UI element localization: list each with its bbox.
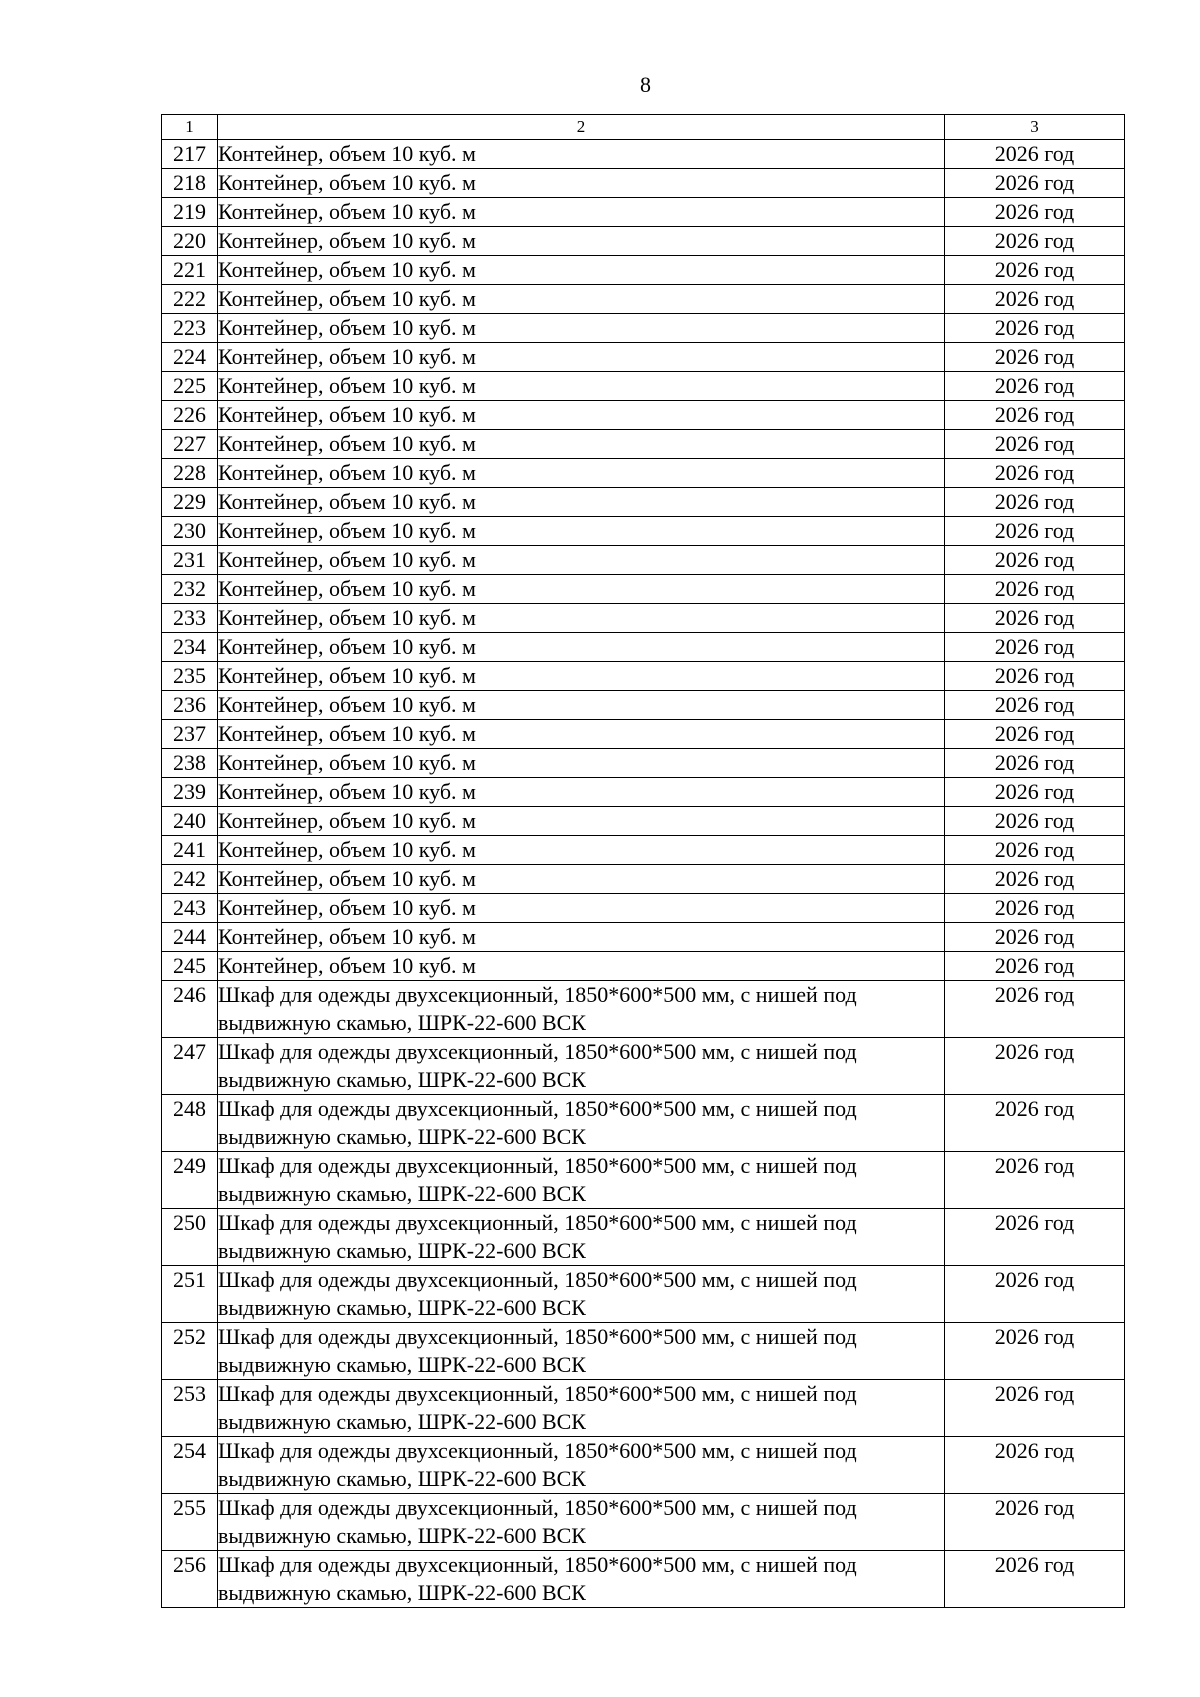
item-name-cell: Контейнер, объем 10 куб. м: [218, 140, 945, 169]
table-row: [162, 575, 1125, 604]
year-cell: 2026 год: [945, 430, 1125, 459]
row-number-cell: 256: [162, 1551, 218, 1608]
year-cell: 2026 год: [945, 952, 1125, 981]
year-cell: 2026 год: [945, 1209, 1125, 1266]
table-row: [162, 807, 1125, 836]
item-name-cell: Шкаф для одежды двухсекционный, 1850*600*500 мм, с нишей под выдвижную скамью, ШРК-22-600 ВСК: [218, 1323, 945, 1380]
row-number-cell: 218: [162, 169, 218, 198]
year-cell: 2026 год: [945, 227, 1125, 256]
table-row: [162, 952, 1125, 981]
year-cell: 2026 год: [945, 1494, 1125, 1551]
row-number-cell: 239: [162, 778, 218, 807]
year-cell: 2026 год: [945, 604, 1125, 633]
table-row: [162, 1266, 1125, 1323]
year-cell: 2026 год: [945, 981, 1125, 1038]
year-cell: 2026 год: [945, 720, 1125, 749]
row-number-cell: 224: [162, 343, 218, 372]
row-number-cell: 242: [162, 865, 218, 894]
table-row: [162, 546, 1125, 575]
table-row: [162, 343, 1125, 372]
table-header: [162, 115, 1125, 140]
table-row: [162, 1494, 1125, 1551]
item-name-cell: Шкаф для одежды двухсекционный, 1850*600*500 мм, с нишей под выдвижную скамью, ШРК-22-600 ВСК: [218, 1380, 945, 1437]
table-row: [162, 1209, 1125, 1266]
table-row: [162, 198, 1125, 227]
table-row: [162, 604, 1125, 633]
item-name-cell: Контейнер, объем 10 куб. м: [218, 459, 945, 488]
year-cell: 2026 год: [945, 633, 1125, 662]
item-name-cell: Контейнер, объем 10 куб. м: [218, 285, 945, 314]
row-number-cell: 244: [162, 923, 218, 952]
year-cell: 2026 год: [945, 807, 1125, 836]
table-row: [162, 401, 1125, 430]
page-number: 8: [640, 72, 651, 97]
item-name-cell: Контейнер, объем 10 куб. м: [218, 923, 945, 952]
table-row: [162, 1095, 1125, 1152]
item-name-cell: Контейнер, объем 10 куб. м: [218, 546, 945, 575]
item-name-cell: Шкаф для одежды двухсекционный, 1850*600*500 мм, с нишей под выдвижную скамью, ШРК-22-600 ВСК: [218, 1152, 945, 1209]
year-cell: 2026 год: [945, 1152, 1125, 1209]
row-number-cell: 255: [162, 1494, 218, 1551]
item-name-cell: Шкаф для одежды двухсекционный, 1850*600*500 мм, с нишей под выдвижную скамью, ШРК-22-600 ВСК: [218, 1494, 945, 1551]
year-cell: 2026 год: [945, 140, 1125, 169]
year-cell: 2026 год: [945, 923, 1125, 952]
item-name-cell: Контейнер, объем 10 куб. м: [218, 169, 945, 198]
year-cell: 2026 год: [945, 575, 1125, 604]
row-number-cell: 247: [162, 1038, 218, 1095]
year-cell: 2026 год: [945, 749, 1125, 778]
item-name-cell: Контейнер, объем 10 куб. м: [218, 720, 945, 749]
row-number-cell: 236: [162, 691, 218, 720]
item-name-cell: Контейнер, объем 10 куб. м: [218, 604, 945, 633]
table-row: [162, 227, 1125, 256]
item-name-cell: Контейнер, объем 10 куб. м: [218, 227, 945, 256]
year-cell: 2026 год: [945, 865, 1125, 894]
table-row: [162, 372, 1125, 401]
item-name-cell: Контейнер, объем 10 куб. м: [218, 198, 945, 227]
item-name-cell: Контейнер, объем 10 куб. м: [218, 749, 945, 778]
table-row: [162, 314, 1125, 343]
item-name-cell: Шкаф для одежды двухсекционный, 1850*600*500 мм, с нишей под выдвижную скамью, ШРК-22-600 ВСК: [218, 1038, 945, 1095]
row-number-cell: 249: [162, 1152, 218, 1209]
item-name-cell: Шкаф для одежды двухсекционный, 1850*600*500 мм, с нишей под выдвижную скамью, ШРК-22-600 ВСК: [218, 981, 945, 1038]
table-row: [162, 981, 1125, 1038]
table-row: [162, 662, 1125, 691]
year-cell: 2026 год: [945, 1380, 1125, 1437]
year-cell: 2026 год: [945, 1323, 1125, 1380]
table-row: [162, 1551, 1125, 1608]
year-cell: 2026 год: [945, 256, 1125, 285]
year-cell: 2026 год: [945, 314, 1125, 343]
table-row: [162, 517, 1125, 546]
item-name-cell: Контейнер, объем 10 куб. м: [218, 488, 945, 517]
row-number-cell: 217: [162, 140, 218, 169]
item-name-cell: Контейнер, объем 10 куб. м: [218, 633, 945, 662]
table-row: [162, 691, 1125, 720]
table-row: [162, 720, 1125, 749]
year-cell: 2026 год: [945, 343, 1125, 372]
year-cell: 2026 год: [945, 894, 1125, 923]
column-header-year: 3: [945, 115, 1125, 140]
row-number-cell: 228: [162, 459, 218, 488]
item-name-cell: Контейнер, объем 10 куб. м: [218, 836, 945, 865]
data-table: [161, 114, 1125, 1608]
item-name-cell: Контейнер, объем 10 куб. м: [218, 372, 945, 401]
item-name-cell: Контейнер, объем 10 куб. м: [218, 865, 945, 894]
row-number-cell: 220: [162, 227, 218, 256]
item-name-cell: Контейнер, объем 10 куб. м: [218, 517, 945, 546]
year-cell: 2026 год: [945, 401, 1125, 430]
year-cell: 2026 год: [945, 662, 1125, 691]
item-name-cell: Контейнер, объем 10 куб. м: [218, 894, 945, 923]
header-row: [162, 115, 1125, 140]
row-number-cell: 225: [162, 372, 218, 401]
year-cell: 2026 год: [945, 778, 1125, 807]
year-cell: 2026 год: [945, 372, 1125, 401]
year-cell: 2026 год: [945, 1437, 1125, 1494]
row-number-cell: 246: [162, 981, 218, 1038]
row-number-cell: 233: [162, 604, 218, 633]
year-cell: 2026 год: [945, 1095, 1125, 1152]
table-row: [162, 836, 1125, 865]
item-name-cell: Контейнер, объем 10 куб. м: [218, 807, 945, 836]
table-row: [162, 749, 1125, 778]
item-name-cell: Контейнер, объем 10 куб. м: [218, 343, 945, 372]
row-number-cell: 248: [162, 1095, 218, 1152]
row-number-cell: 231: [162, 546, 218, 575]
table-row: [162, 778, 1125, 807]
table-row: [162, 140, 1125, 169]
table-row: [162, 865, 1125, 894]
row-number-cell: 240: [162, 807, 218, 836]
item-name-cell: Контейнер, объем 10 куб. м: [218, 952, 945, 981]
year-cell: 2026 год: [945, 1266, 1125, 1323]
table-row: [162, 459, 1125, 488]
table-row: [162, 430, 1125, 459]
table-row: [162, 1323, 1125, 1380]
row-number-cell: 241: [162, 836, 218, 865]
row-number-cell: 222: [162, 285, 218, 314]
item-name-cell: Контейнер, объем 10 куб. м: [218, 778, 945, 807]
table-row: [162, 285, 1125, 314]
item-name-cell: Контейнер, объем 10 куб. м: [218, 691, 945, 720]
row-number-cell: 232: [162, 575, 218, 604]
table-row: [162, 923, 1125, 952]
table-row: [162, 256, 1125, 285]
year-cell: 2026 год: [945, 459, 1125, 488]
row-number-cell: 250: [162, 1209, 218, 1266]
column-header-number: 1: [162, 115, 218, 140]
item-name-cell: Контейнер, объем 10 куб. м: [218, 314, 945, 343]
item-name-cell: Шкаф для одежды двухсекционный, 1850*600*500 мм, с нишей под выдвижную скамью, ШРК-22-600 ВСК: [218, 1209, 945, 1266]
row-number-cell: 254: [162, 1437, 218, 1494]
item-name-cell: Контейнер, объем 10 куб. м: [218, 401, 945, 430]
year-cell: 2026 год: [945, 546, 1125, 575]
table-row: [162, 1437, 1125, 1494]
row-number-cell: 226: [162, 401, 218, 430]
row-number-cell: 243: [162, 894, 218, 923]
year-cell: 2026 год: [945, 198, 1125, 227]
row-number-cell: 219: [162, 198, 218, 227]
year-cell: 2026 год: [945, 169, 1125, 198]
row-number-cell: 230: [162, 517, 218, 546]
year-cell: 2026 год: [945, 488, 1125, 517]
table-row: [162, 1038, 1125, 1095]
year-cell: 2026 год: [945, 517, 1125, 546]
table-body: [162, 140, 1125, 1608]
row-number-cell: 223: [162, 314, 218, 343]
row-number-cell: 227: [162, 430, 218, 459]
row-number-cell: 234: [162, 633, 218, 662]
column-header-name: 2: [218, 115, 945, 140]
item-name-cell: Шкаф для одежды двухсекционный, 1850*600*500 мм, с нишей под выдвижную скамью, ШРК-22-600 ВСК: [218, 1437, 945, 1494]
item-name-cell: Шкаф для одежды двухсекционный, 1850*600*500 мм, с нишей под выдвижную скамью, ШРК-22-600 ВСК: [218, 1551, 945, 1608]
item-name-cell: Шкаф для одежды двухсекционный, 1850*600*500 мм, с нишей под выдвижную скамью, ШРК-22-600 ВСК: [218, 1095, 945, 1152]
year-cell: 2026 год: [945, 836, 1125, 865]
item-name-cell: Контейнер, объем 10 куб. м: [218, 256, 945, 285]
item-name-cell: Шкаф для одежды двухсекционный, 1850*600*500 мм, с нишей под выдвижную скамью, ШРК-22-600 ВСК: [218, 1266, 945, 1323]
item-name-cell: Контейнер, объем 10 куб. м: [218, 575, 945, 604]
year-cell: 2026 год: [945, 691, 1125, 720]
table-row: [162, 488, 1125, 517]
year-cell: 2026 год: [945, 285, 1125, 314]
item-name-cell: Контейнер, объем 10 куб. м: [218, 662, 945, 691]
item-name-cell: Контейнер, объем 10 куб. м: [218, 430, 945, 459]
table-row: [162, 1152, 1125, 1209]
row-number-cell: 237: [162, 720, 218, 749]
year-cell: 2026 год: [945, 1551, 1125, 1608]
row-number-cell: 252: [162, 1323, 218, 1380]
row-number-cell: 235: [162, 662, 218, 691]
row-number-cell: 253: [162, 1380, 218, 1437]
table-row: [162, 633, 1125, 662]
row-number-cell: 245: [162, 952, 218, 981]
table-row: [162, 894, 1125, 923]
table-row: [162, 1380, 1125, 1437]
row-number-cell: 221: [162, 256, 218, 285]
row-number-cell: 229: [162, 488, 218, 517]
row-number-cell: 251: [162, 1266, 218, 1323]
year-cell: 2026 год: [945, 1038, 1125, 1095]
table-row: [162, 169, 1125, 198]
row-number-cell: 238: [162, 749, 218, 778]
